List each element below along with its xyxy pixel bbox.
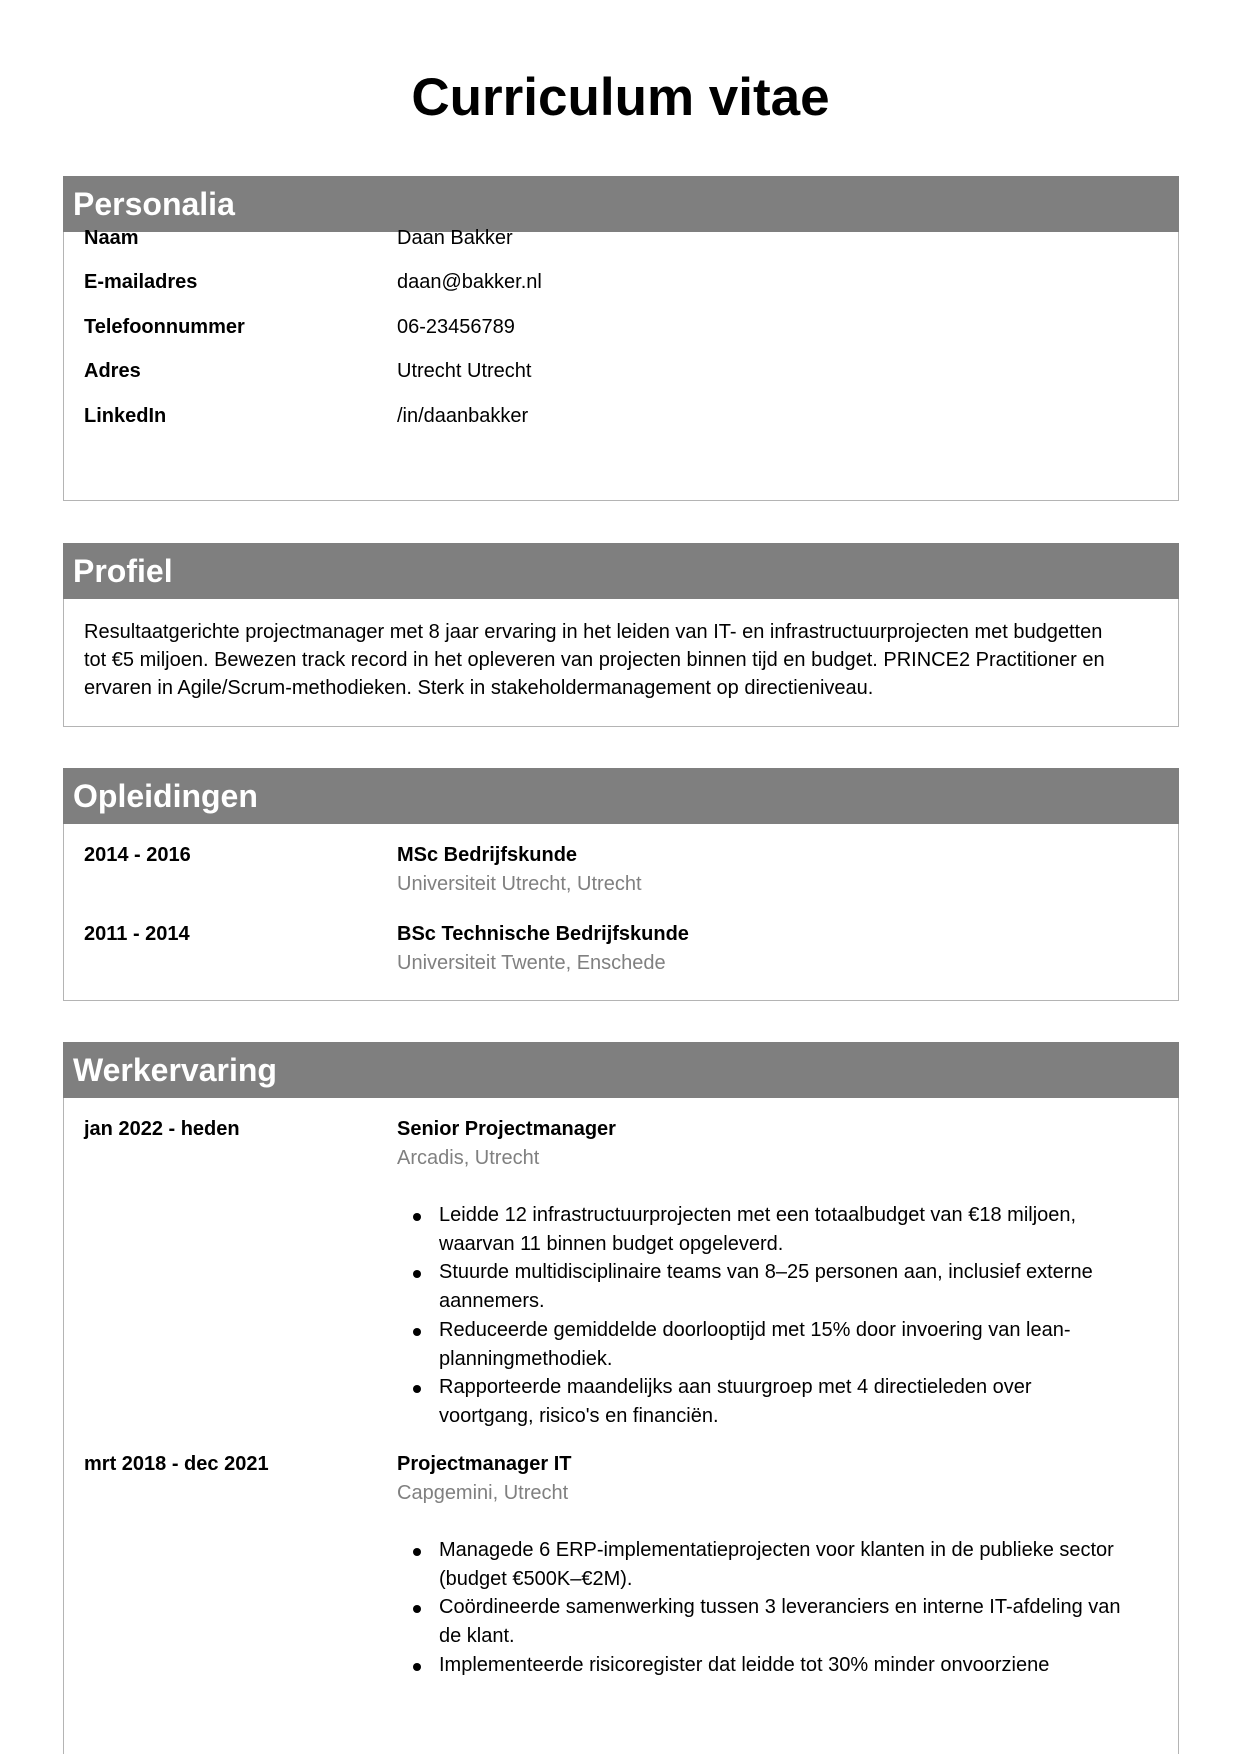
field-value: Daan Bakker bbox=[397, 227, 513, 249]
education-title: BSc Technische Bedrijfskunde bbox=[397, 923, 689, 945]
bullet-item: Managede 6 ERP-implementatieprojecten voor klanten in de publieke sector (budget €500K–€2M). bbox=[397, 1536, 1158, 1593]
page-title: Curriculum vitae bbox=[411, 68, 830, 127]
profiel-section bbox=[63, 543, 1179, 727]
werkervaring-section bbox=[63, 1042, 1179, 1754]
job-period: mrt 2018 - dec 2021 bbox=[84, 1453, 269, 1475]
personalia-heading: Personalia bbox=[63, 176, 1179, 232]
bullet-item: Stuurde multidisciplinaire teams van 8–25 personen aan, inclusief externe aannemers. bbox=[397, 1258, 1158, 1315]
werkervaring-heading: Werkervaring bbox=[63, 1042, 1179, 1098]
profile-line: Resultaatgerichte projectmanager met 8 jaar ervaring in het leiden van IT- en infrastructuurprojecten met budgetten bbox=[84, 621, 1103, 643]
profiel-heading: Profiel bbox=[63, 543, 1179, 599]
education-period: 2011 - 2014 bbox=[84, 923, 190, 945]
field-value: 06-23456789 bbox=[397, 316, 515, 338]
job-bullets bbox=[397, 1201, 1158, 1431]
field-label: LinkedIn bbox=[84, 405, 167, 427]
field-label: Naam bbox=[84, 227, 139, 249]
job-period: jan 2022 - heden bbox=[84, 1118, 240, 1140]
field-value: /in/daanbakker bbox=[397, 405, 529, 427]
bullet-item: Leidde 12 infrastructuurprojecten met een totaalbudget van €18 miljoen, waarvan 11 binnen budget opgeleverd. bbox=[397, 1201, 1158, 1258]
job-title: Projectmanager IT bbox=[397, 1453, 572, 1475]
education-institution: Universiteit Utrecht, Utrecht bbox=[397, 873, 642, 895]
bullet-item: Reduceerde gemiddelde doorlooptijd met 15% door invoering van lean- planningmethodiek. bbox=[397, 1316, 1158, 1373]
profile-line: ervaren in Agile/Scrum-methodieken. Sterk in stakeholdermanagement op directieniveau. bbox=[84, 677, 874, 699]
education-title: MSc Bedrijfskunde bbox=[397, 844, 578, 866]
opleidingen-heading: Opleidingen bbox=[63, 768, 1179, 824]
field-label: Adres bbox=[84, 360, 141, 382]
job-employer: Capgemini, Utrecht bbox=[397, 1482, 569, 1504]
field-value: Utrecht Utrecht bbox=[397, 360, 532, 382]
bullet-item: Rapporteerde maandelijks aan stuurgroep met 4 directieleden over voortgang, risico's en financiën. bbox=[397, 1373, 1158, 1430]
profile-text bbox=[84, 618, 1158, 702]
field-label: Telefoonnummer bbox=[84, 316, 245, 338]
bullet-item: Implementeerde risicoregister dat leidde tot 30% minder onvoorziene bbox=[397, 1651, 1158, 1680]
field-label: E-mailadres bbox=[84, 271, 198, 293]
profile-line: tot €5 miljoen. Bewezen track record in het opleveren van projecten binnen tijd en budget. PRINCE2 Practitioner en bbox=[84, 649, 1105, 671]
job-employer: Arcadis, Utrecht bbox=[397, 1147, 540, 1169]
job-title: Senior Projectmanager bbox=[397, 1118, 616, 1140]
personalia-section bbox=[63, 176, 1179, 501]
opleidingen-section bbox=[63, 768, 1179, 1001]
education-period: 2014 - 2016 bbox=[84, 844, 191, 866]
job-bullets bbox=[397, 1536, 1158, 1680]
education-institution: Universiteit Twente, Enschede bbox=[397, 952, 666, 974]
bullet-item: Coördineerde samenwerking tussen 3 leveranciers en interne IT-afdeling van de klant. bbox=[397, 1593, 1158, 1650]
field-value: daan@bakker.nl bbox=[397, 271, 542, 293]
